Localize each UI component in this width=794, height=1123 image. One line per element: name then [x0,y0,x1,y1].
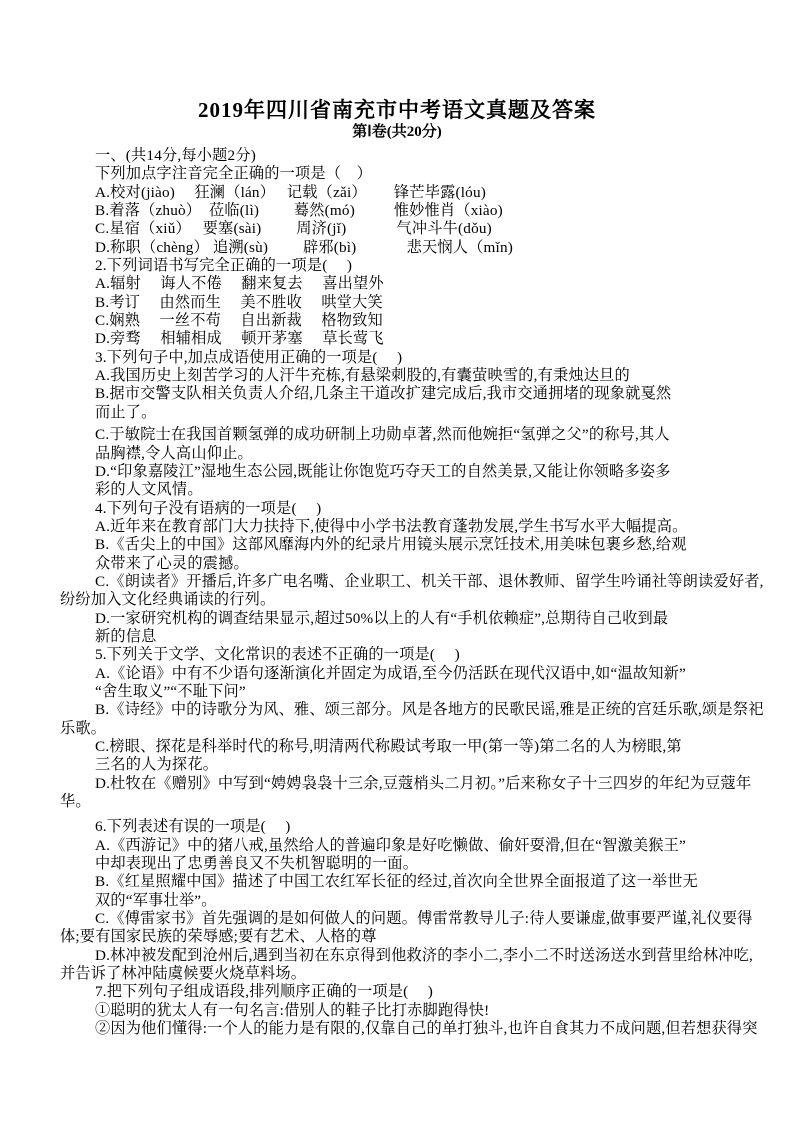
text-line: 纷纷加入文化经典诵读的行列。 [60,591,276,609]
text-line: A.近年来在教育部门大力扶持下,使得中小学书法教育蓬勃发展,学生书写水平大幅提高。 [95,517,688,535]
text-line: 体;要有国家民族的荣辱感;要有艺术、人格的尊 [60,928,377,946]
text-line: 华。 [60,793,91,811]
text-line: 而止了。 [95,403,157,421]
text-line: 2.下列词语书写完全正确的一项是( ) [95,257,353,275]
text-line: 3.下列句子中,加点成语使用正确的一项是( ) [95,348,403,366]
text-line: ①聪明的犹太人有一句名言:借别人的鞋子比打赤脚跑得快! [95,1001,490,1019]
text-line: D.林冲被发配到沧州后,遇到当初在东京得到他救济的李小二,李小二不时送汤送水到营里给林冲吃, [95,946,754,964]
text-line: 6.下列表述有误的一项是( ) [95,818,291,836]
text-line: C.《傅雷家书》首先强调的是如何做人的问题。傅雷常教导儿子:待人要谦虚,做事要严谨,礼仪要得 [95,910,753,928]
text-line: B.《红星照耀中国》描述了中国工农红军长征的经过,首次向全世界全面报道了这一举世无 [95,873,699,891]
text-line: 新的信息 [95,627,157,645]
section-heading: 第Ⅰ卷(共20分) [352,124,442,140]
text-line: 三名的人为探花。 [95,756,219,774]
text-line: B.据市交警支队相关负责人介绍,几条主干道改扩建完成后,我市交通拥堵的现象就戛然 [95,385,672,403]
text-line: D.杜牧在《赠别》中写到“娉娉袅袅十三余,豆蔻梢头二月初。”后来称女子十三四岁的年纪为豆蔻年 [95,774,752,792]
text-line: C.娴熟 一丝不苟 自出新裁 格物致知 [95,312,383,330]
text-line: “舍生取义”“不耻下问” [95,682,246,700]
text-line: D.旁骛 相辅相成 顿开茅塞 草长莺飞 [95,330,384,348]
text-line: ②因为他们懂得:一个人的能力是有限的,仅靠自己的单打独斗,也许自食其力不成问题,但若想获得突 [95,1020,758,1038]
text-line: C.榜眼、探花是科举时代的称号,明清两代称殿试考取一甲(第一等)第二名的人为榜眼,第 [95,738,682,755]
text-line: A.我国历史上刻苦学习的人汗牛充栋,有悬梁刺股的,有囊萤映雪的,有秉烛达旦的 [95,367,630,385]
text-line: A.《论语》中有不少语句逐渐演化并固定为成语,至今仍活跃在现代汉语中,如“温故知新” [95,664,686,682]
text-line: C.《朗读者》开播后,许多广电名嘴、企业职工、机关干部、退休教师、留学生吟诵社等朗读爱好者, [95,572,764,590]
text-line: 4.下列句子没有语病的一项是( ) [95,499,322,517]
text-line: 并告诉了林冲陆虞候要火烧草料场。 [60,965,307,983]
text-line: B.《舌尖上的中国》这部风靡海内外的纪录片用镜头展示烹饪技术,用美味包裹乡愁,给观 [95,536,687,554]
text-line: 一、(共14分,每小题2分) [95,147,256,164]
text-line: 众带来了心灵的震撼。 [95,554,249,572]
text-line: C.星宿（xiǔ） 要塞(sài) 周济(jǐ) 气冲斗牛(dǒu) [95,220,492,238]
text-line: D.一家研究机构的调查结果显示,超过50%以上的人有“手机依赖症”,总期待自己收到最 [95,609,669,627]
text-line: 彩的人文风情。 [95,481,203,499]
text-line: B.着落（zhuò） 莅临(lì) 蓦然(mó) 惟妙惟肖（xiào) [95,202,503,220]
text-line: D.称职（chèng） 追溯(sù) 辟邪(bì) 悲天悯人（mǐn) [95,238,514,256]
text-line: 乐歌。 [60,719,107,737]
text-line: A.校对(jiào) 狂澜（lán） 记载（zǎi） 锋芒毕露(lóu) [95,183,486,201]
text-line: 5.下列关于文学、文化常识的表述不正确的一项是( ) [95,646,460,664]
text-line: B.考订 由然而生 美不胜收 哄堂大笑 [95,293,383,311]
page-title: 2019年四川省南充市中考语文真题及答案 [198,98,596,122]
text-line: 品胸襟,令人高山仰止。 [95,444,253,462]
text-line: 下列加点字注音完全正确的一项是（ ） [95,165,372,183]
text-line: A.《西游记》中的猪八戒,虽然给人的普遍印象是好吃懒做、偷奸耍滑,但在“智激美猴王” [95,836,686,854]
text-line: C.于敏院士在我国首颗氢弹的成功研制上功勋卓著,然而他婉拒“氢弹之父”的称号,其人 [95,426,670,444]
text-line: A.辐射 诲人不倦 翻来复去 喜出望外 [95,275,384,293]
text-line: B.《诗经》中的诗歌分为风、雅、颂三部分。风是各地方的民歌民谣,雅是正统的宫廷乐歌,颂是祭祀 [95,701,764,719]
text-line: D.“印象嘉陵江”湿地生态公园,既能让你饱览巧夺天工的自然美景,又能让你领略多姿多 [95,462,671,480]
text-line: 双的“军事壮举”。 [95,891,217,909]
text-line: 7.把下列句子组成语段,排列顺序正确的一项是( ) [95,983,434,1001]
document-body [0,147,794,1039]
text-line: 中却表现出了忠勇善良又不失机智聪明的一面。 [95,855,419,873]
